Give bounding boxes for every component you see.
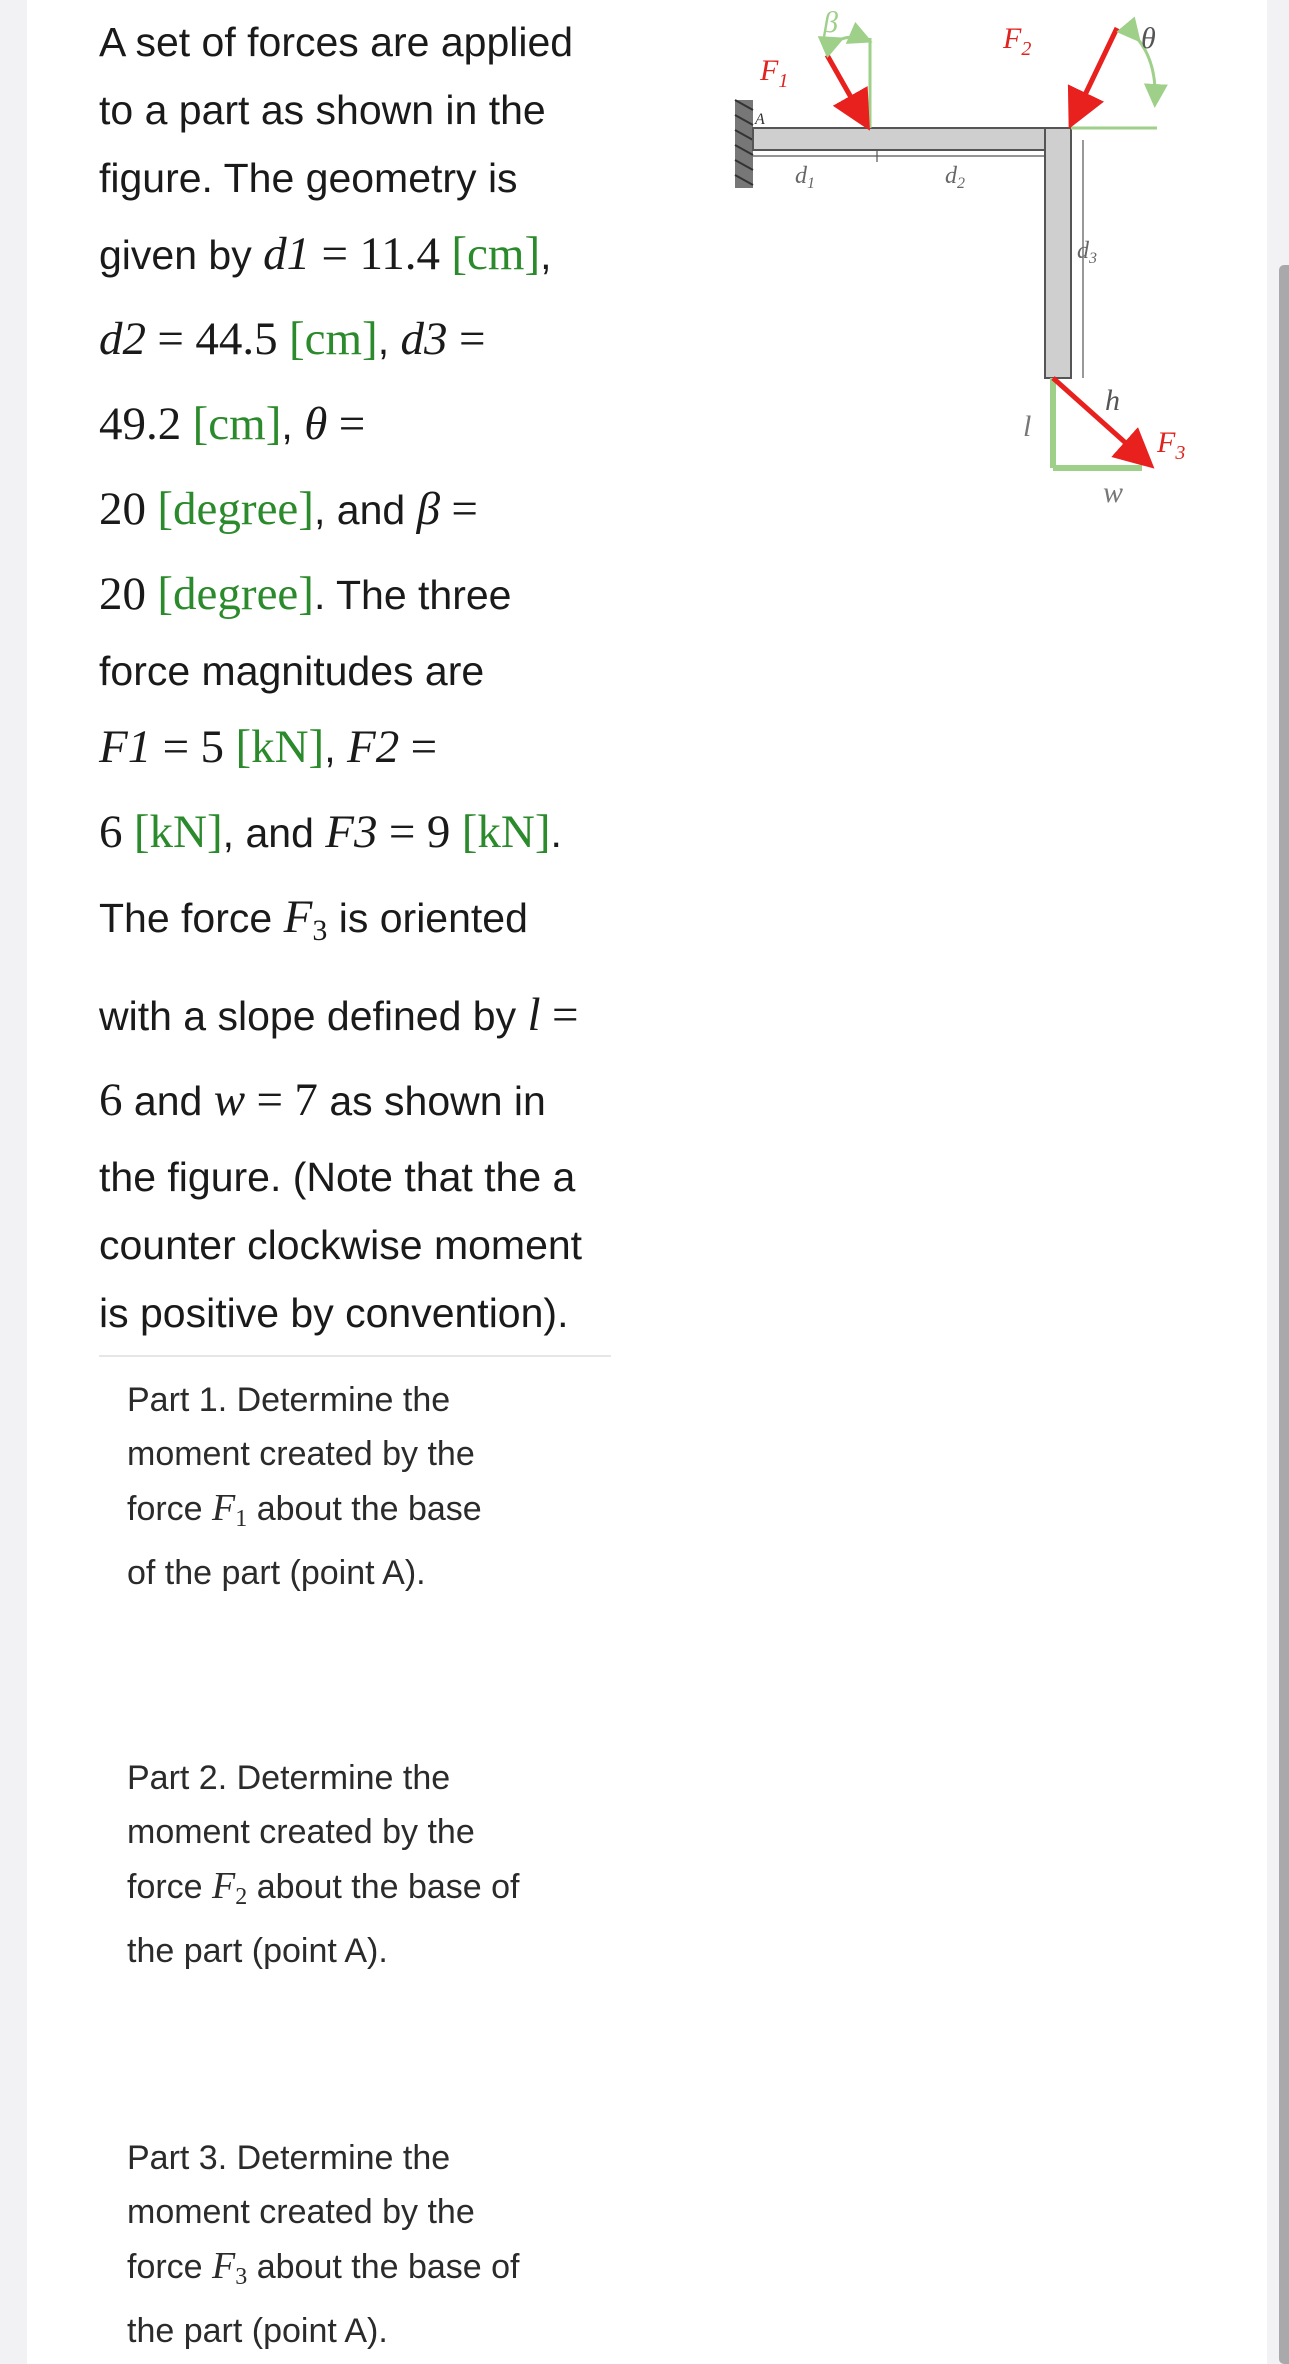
text: about the base of — [256, 2248, 520, 2286]
part-line — [127, 1859, 587, 1924]
symbol-F3: F3 — [325, 806, 378, 858]
vertical-beam — [1045, 128, 1071, 378]
text: given by — [99, 232, 252, 278]
text: is oriented — [338, 895, 528, 941]
value-w: 7 — [294, 1074, 318, 1126]
w-label: w — [1103, 476, 1124, 509]
divider — [99, 1355, 611, 1357]
unit-degree: [degree] — [157, 568, 314, 620]
part-3 — [127, 2131, 587, 2358]
horizontal-beam — [753, 128, 1071, 150]
problem-line: is positive by convention). — [99, 1290, 569, 1336]
part-1 — [127, 1373, 587, 1600]
text: force — [127, 1490, 203, 1528]
equals: = — [162, 721, 190, 773]
f3-label: $F_3$ — [1157, 426, 1186, 464]
comma: , — [377, 317, 390, 363]
mechanics-figure — [727, 0, 1207, 520]
part-line: Part 1. Determine the — [127, 1381, 451, 1419]
point-a-label: A — [755, 111, 765, 128]
part-line: moment created by the — [127, 1813, 475, 1851]
problem-line: to a part as shown in the — [99, 87, 546, 133]
value-F3: 9 — [426, 806, 451, 858]
symbol-f: F — [212, 1865, 236, 1907]
equals: = — [338, 398, 366, 450]
equals: = — [551, 989, 579, 1041]
value-d3: 49.2 — [99, 398, 182, 450]
part-2 — [127, 1751, 587, 1978]
page — [27, 0, 1267, 2364]
part-line: moment created by the — [127, 1435, 475, 1473]
symbol-d3: d3 — [400, 313, 448, 365]
problem-line-d1 — [99, 212, 659, 297]
equals: = — [256, 1074, 284, 1126]
part-line — [127, 2239, 587, 2304]
value-F2: 6 — [99, 806, 123, 858]
comma: , — [540, 232, 552, 278]
problem-line-beta — [99, 552, 659, 637]
f2-arrow — [1073, 28, 1117, 120]
symbol-f: F — [212, 2245, 236, 2287]
subscript: 1 — [235, 1506, 248, 1532]
comma: , — [324, 725, 336, 771]
text: . The three — [313, 572, 512, 618]
symbol-f: F — [212, 1487, 236, 1529]
equals: = — [458, 313, 486, 365]
problem-line-theta — [99, 467, 659, 552]
equals: = — [388, 806, 416, 858]
text: force — [127, 1868, 203, 1906]
value-beta: 20 — [99, 568, 146, 620]
comma: , — [281, 402, 293, 448]
problem-line-w — [99, 1058, 659, 1143]
f2-label: $F_2$ — [1003, 22, 1032, 60]
scrollbar[interactable] — [1279, 265, 1289, 2364]
part-line: moment created by the — [127, 2193, 475, 2231]
text: about the base of — [256, 1868, 520, 1906]
subscript: 2 — [235, 1884, 248, 1910]
problem-line-F3-oriented — [99, 875, 659, 973]
problem-line: counter clockwise moment — [99, 1222, 583, 1268]
text: with a slope defined by — [99, 993, 517, 1039]
part-line — [127, 1481, 587, 1546]
value-d1: 11.4 — [359, 228, 440, 280]
problem-line: A set of forces are applied — [99, 19, 574, 65]
d2-label: $d_2$ — [945, 163, 965, 192]
l-label: l — [1023, 410, 1032, 443]
unit-kN: [kN] — [461, 806, 551, 858]
comma: , — [222, 810, 235, 856]
problem-line-F2 — [99, 790, 659, 875]
problem-line-slope — [99, 973, 659, 1058]
text: as shown in — [329, 1078, 546, 1124]
d3-label: $d_3$ — [1077, 238, 1097, 267]
part-line: Part 2. Determine the — [127, 1759, 451, 1797]
problem-line: the figure. (Note that the a — [99, 1154, 576, 1200]
equals: = — [451, 483, 478, 535]
wall-support — [735, 100, 753, 188]
problem-line-d3 — [99, 382, 659, 467]
problem-line: force magnitudes are — [99, 648, 485, 694]
unit-degree: [degree] — [157, 483, 314, 535]
symbol-F2: F2 — [347, 721, 400, 773]
value-theta: 20 — [99, 483, 146, 535]
subscript: 3 — [235, 2264, 248, 2290]
problem-line: figure. The geometry is — [99, 155, 518, 201]
part-line: the part (point A). — [127, 1932, 388, 1970]
unit-cm: [cm] — [192, 398, 282, 450]
period: . — [550, 810, 562, 856]
problem-line-F1 — [99, 705, 659, 790]
beta-arc — [839, 37, 867, 40]
comma: , — [313, 487, 326, 533]
value-l: 6 — [99, 1074, 123, 1126]
symbol-F3: F — [283, 891, 313, 943]
equals: = — [321, 228, 349, 280]
f1-arrow — [827, 55, 865, 122]
h-label: h — [1105, 384, 1120, 417]
value-d2: 44.5 — [195, 313, 278, 365]
equals: = — [157, 313, 184, 365]
unit-kN: [kN] — [133, 806, 223, 858]
text: force — [127, 2248, 203, 2286]
unit-cm: [cm] — [451, 228, 541, 280]
symbol-d2: d2 — [99, 313, 146, 365]
unit-kN: [kN] — [235, 721, 325, 773]
text: The force — [99, 895, 273, 941]
equals: = — [410, 721, 438, 773]
text: about the base — [256, 1490, 482, 1528]
symbol-F1: F1 — [99, 721, 152, 773]
beta-label: β — [823, 6, 838, 39]
text: and — [245, 810, 314, 856]
f3-arrow — [1053, 378, 1147, 462]
unit-cm: [cm] — [288, 313, 378, 365]
f1-label: $F_1$ — [760, 54, 789, 92]
text: and — [336, 487, 406, 533]
symbol-beta: β — [416, 483, 441, 535]
d1-label: $d_1$ — [795, 163, 815, 192]
part-line: Part 3. Determine the — [127, 2139, 451, 2177]
problem-statement — [99, 8, 659, 1347]
symbol-theta: θ — [304, 398, 328, 450]
value-F1: 5 — [200, 721, 225, 773]
part-line: of the part (point A). — [127, 1554, 426, 1592]
text: and — [133, 1078, 203, 1124]
theta-label: θ — [1141, 22, 1156, 55]
problem-line-d2 — [99, 297, 659, 382]
symbol-d1: d1 — [263, 228, 311, 280]
symbol-l: l — [527, 989, 541, 1041]
part-line: the part (point A). — [127, 2312, 388, 2350]
subscript: 3 — [312, 914, 328, 947]
symbol-w: w — [213, 1074, 246, 1126]
